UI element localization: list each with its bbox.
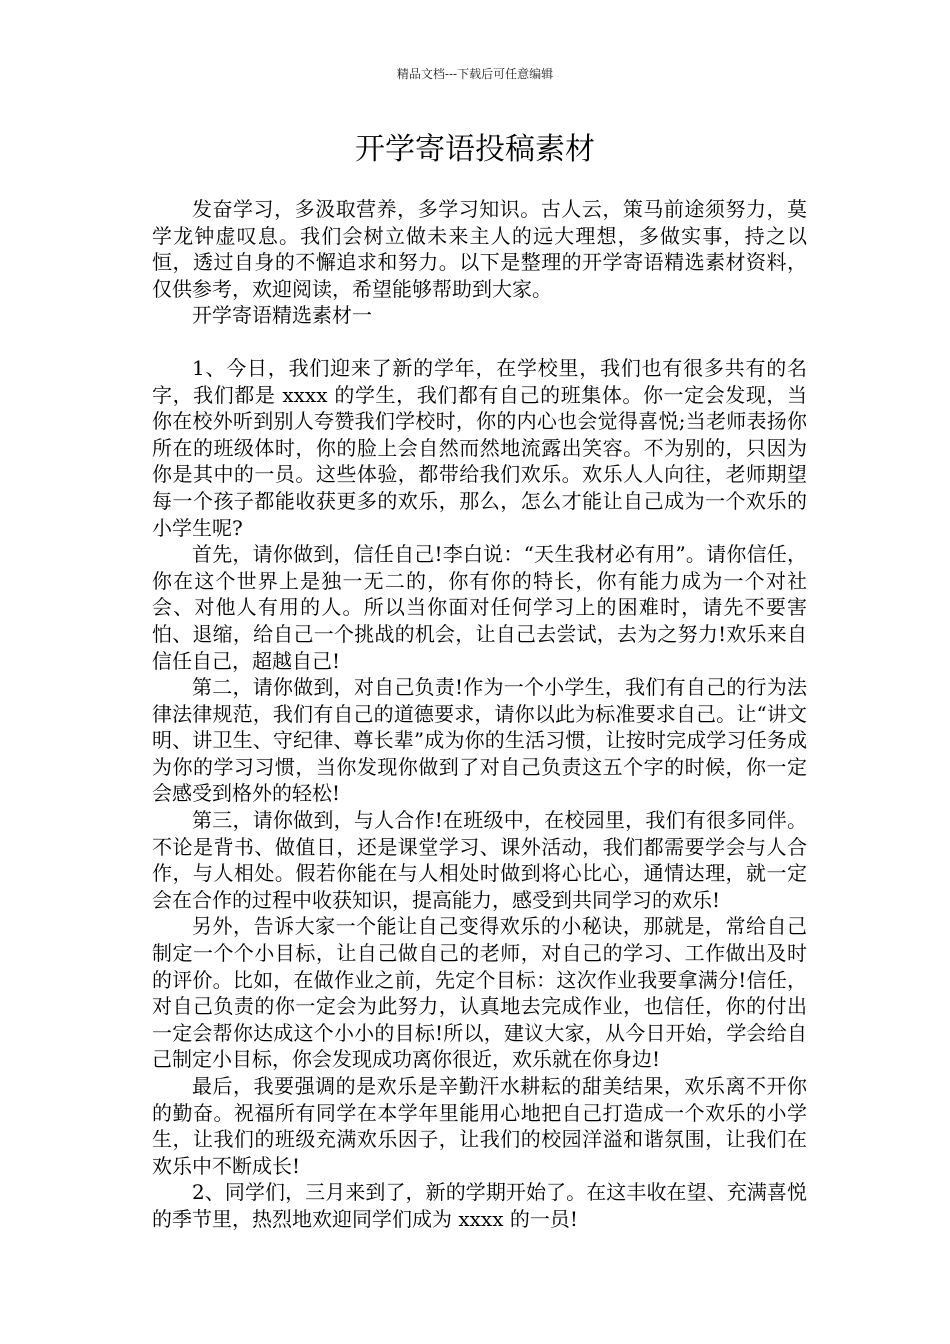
header-note: 精品文档---下载后可任意编辑 xyxy=(396,67,554,81)
paragraph-intro: 发奋学习，多汲取营养，多学习知识。古人云，策马前途须努力，莫学龙钟虚叹息。我们会树立做未来主人的远大理想，多做实事，持之以恒，透过自身的不懈追求和努力。以下是整理的开学寄语精选素材资料，仅供参考，欢迎阅读，希望能够帮助到大家。 xyxy=(152,197,807,301)
paragraph: 最后，我要强调的是欢乐是辛勤汗水耕耘的甜美结果，欢乐离不开你的勤奋。祝福所有同学在本学年里能用心地把自己打造成一个欢乐的小学生，让我们的班级充满欢乐因子，让我们的校园洋溢和谐氛围，让我们在欢乐中不断成长! xyxy=(152,1074,807,1178)
paragraph: 另外，告诉大家一个能让自己变得欢乐的小秘诀，那就是，常给自己制定一个个小目标，让自己做自己的老师，对自己的学习、工作做出及时的评价。比如，在做作业之前，先定个目标：这次作业我要拿满分!信任，对自己负责的你一定会为此努力，认真地去完成作业，也信任，你的付出一定会帮你达成这个小小的目标!所以，建议大家，从今日开始，学会给自己制定小目标，你会发现成功离你很近，欢乐就在你身边! xyxy=(152,914,807,1072)
paragraph: 首先，请你做到，信任自己!李白说：“天生我材必有用”。请你信任，你在这个世界上是独一无二的，你有你的特长，你有能力成为一个对社会、对他人有用的人。所以当你面对任何学习上的困难时，请先不要害怕、退缩，给自己一个挑战的机会，让自己去尝试，去为之努力!欢乐来自信任自己，超越自己! xyxy=(152,542,807,673)
paragraph: 第三，请你做到，与人合作!在班级中，在校园里，我们有很多同伴。不论是背书、做值日，还是课堂学习、课外活动，我们都需要学会与人合作，与人相处。假若你能在与人相处时做到将心比心，通情达理，就一定会在合作的过程中收获知识，提高能力，感受到共同学习的欢乐! xyxy=(152,808,807,912)
paragraph: 2、同学们，三月来到了，新的学期开始了。在这丰收在望、充满喜悦的季节里，热烈地欢迎同学们成为 xxxx 的一员! xyxy=(152,1180,807,1231)
document-body xyxy=(152,196,807,1233)
paragraph: 1、今日，我们迎来了新的学年，在学校里，我们也有很多共有的名字，我们都是 xxxx 的学生，我们都有自己的班集体。你一定会发现，当你在校外听到别人夸赞我们学校时，你的内心也会觉得喜悦;当老师表扬你所在的班级体时，你的脸上会自然而然地流露出笑容。不为别的，只因为你是其中的一员。这些体验，都带给我们欢乐。欢乐人人向往，老师期望每一个孩子都能收获更多的欢乐，那么，怎么才能让自己成为一个欢乐的小学生呢? xyxy=(152,355,807,540)
section-heading: 开学寄语精选素材一 xyxy=(192,303,372,328)
paragraph: 第二，请你做到，对自己负责!作为一个小学生，我们有自己的行为法律法律规范，我们有自己的道德要求，请你以此为标准要求自己。让“讲文明、讲卫生、守纪律、尊长辈”成为你的生活习惯，让按时完成学习任务成为你的学习习惯，当你发现你做到了对自己负责这五个字的时候，你一定会感受到格外的轻松! xyxy=(152,675,807,806)
document-title: 开学寄语投稿素材 xyxy=(355,132,595,167)
